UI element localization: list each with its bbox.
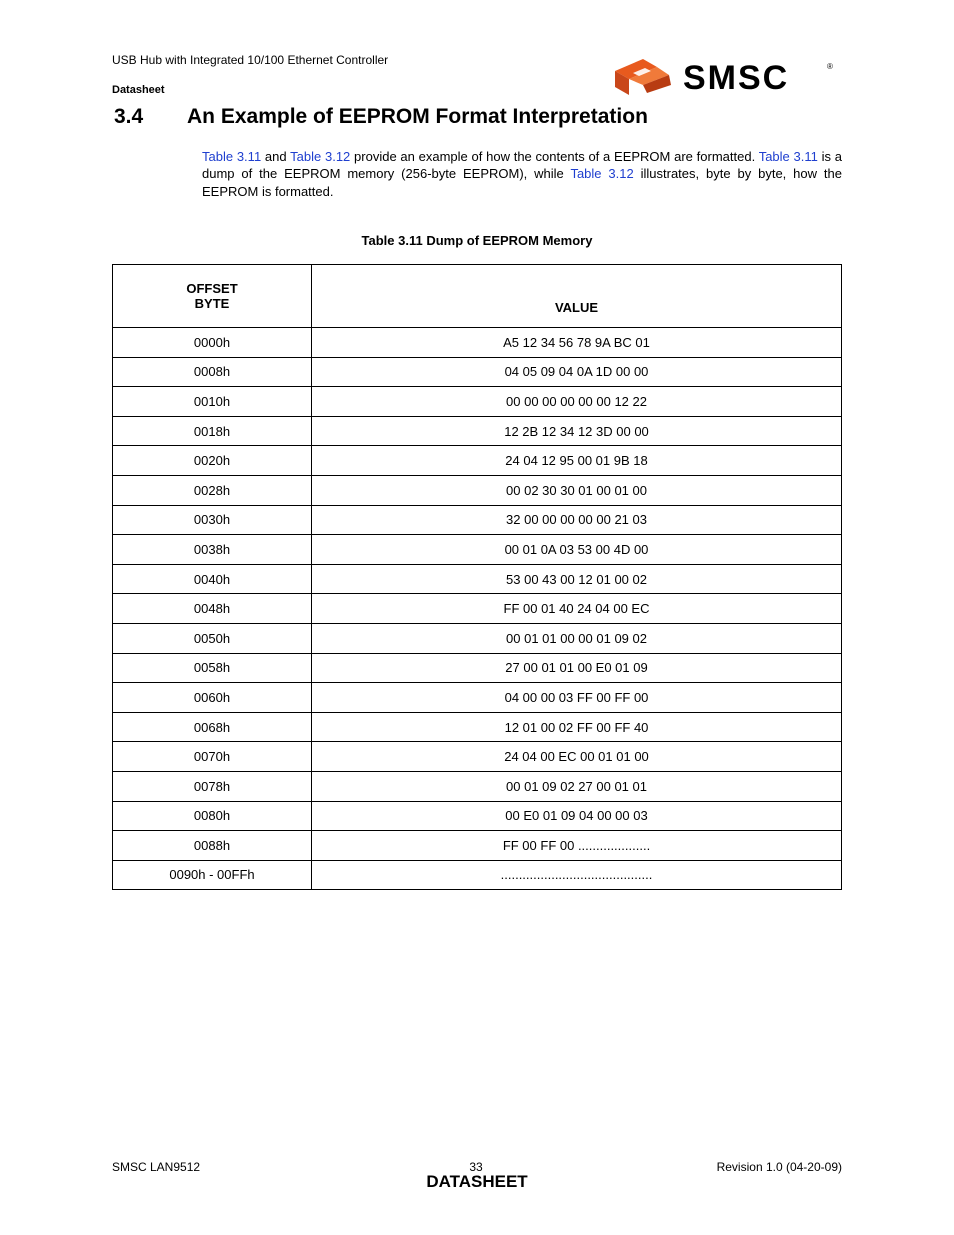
link-table-3-11-second[interactable]: Table 3.11 (758, 149, 818, 164)
logo-mark-icon (615, 59, 671, 95)
table-row (113, 683, 842, 713)
table-row (113, 771, 842, 801)
section-number: 3.4 (114, 105, 144, 128)
intro-paragraph (202, 148, 842, 200)
value-cell: 00 02 30 30 01 00 01 00 (312, 475, 842, 505)
section-heading (114, 105, 648, 129)
intro-text-1: provide an example of how the contents of a EEPROM are formatted. (350, 149, 759, 164)
column-header-offset (113, 265, 312, 328)
link-table-3-11[interactable]: Table 3.11 (202, 149, 262, 164)
column-header-offset-line1: OFFSET (186, 281, 238, 296)
table-row (113, 564, 842, 594)
footer-datasheet-label: DATASHEET (426, 1172, 528, 1191)
table-row (113, 594, 842, 624)
table-row (113, 712, 842, 742)
document-subtitle: USB Hub with Integrated 10/100 Ethernet Controller (112, 53, 389, 67)
footer-page-number: 33 (469, 1160, 483, 1174)
table-row (113, 328, 842, 358)
value-cell: 12 2B 12 34 12 3D 00 00 (312, 416, 842, 446)
offset-cell: 0058h (113, 653, 312, 683)
value-cell: 53 00 43 00 12 01 00 02 (312, 564, 842, 594)
offset-cell: 0050h (113, 623, 312, 653)
table-row (113, 535, 842, 565)
table-row (113, 860, 842, 890)
column-header-value: VALUE (312, 265, 842, 328)
table-row (113, 831, 842, 861)
offset-cell: 0078h (113, 771, 312, 801)
section-title: An Example of EEPROM Format Interpretation (187, 105, 648, 128)
table-row (113, 416, 842, 446)
offset-cell: 0040h (113, 564, 312, 594)
value-cell: .......................................... (312, 860, 842, 890)
value-cell: A5 12 34 56 78 9A BC 01 (312, 328, 842, 358)
intro-text-2: is a dump of the EEPROM memory (256-byte EEPROM), while (202, 149, 842, 182)
value-cell: 00 01 0A 03 53 00 4D 00 (312, 535, 842, 565)
table-row (113, 446, 842, 476)
offset-cell: 0088h (113, 831, 312, 861)
table-header-row (113, 265, 842, 328)
value-cell: 00 00 00 00 00 00 12 22 (312, 387, 842, 417)
offset-cell: 0080h (113, 801, 312, 831)
offset-cell: 0018h (113, 416, 312, 446)
table-row (113, 475, 842, 505)
link-table-3-12[interactable]: Table 3.12 (290, 149, 351, 164)
table-body (113, 328, 842, 890)
table-row (113, 623, 842, 653)
eeprom-dump-table (112, 264, 842, 890)
value-cell: 00 E0 01 09 04 00 00 03 (312, 801, 842, 831)
logo-registered-mark: ® (827, 62, 833, 71)
value-cell: 27 00 01 01 00 E0 01 09 (312, 653, 842, 683)
column-header-offset-line2: BYTE (194, 296, 230, 311)
table-row (113, 387, 842, 417)
value-cell: 00 01 09 02 27 00 01 01 (312, 771, 842, 801)
value-cell: 32 00 00 00 00 00 21 03 (312, 505, 842, 535)
offset-cell: 0020h (113, 446, 312, 476)
value-cell: 04 00 00 03 FF 00 FF 00 (312, 683, 842, 713)
table-row (113, 653, 842, 683)
offset-cell: 0060h (113, 683, 312, 713)
document-type-label: Datasheet (112, 84, 165, 96)
value-cell: 24 04 12 95 00 01 9B 18 (312, 446, 842, 476)
offset-cell: 0070h (113, 742, 312, 772)
offset-cell: 0048h (113, 594, 312, 624)
value-cell: 00 01 01 00 00 01 09 02 (312, 623, 842, 653)
smsc-logo (613, 55, 838, 97)
offset-cell: 0038h (113, 535, 312, 565)
value-cell: 12 01 00 02 FF 00 FF 40 (312, 712, 842, 742)
table-row (113, 742, 842, 772)
table-row (113, 801, 842, 831)
table-row (113, 357, 842, 387)
table-row (113, 505, 842, 535)
value-cell: FF 00 FF 00 .................... (312, 831, 842, 861)
table-caption: Table 3.11 Dump of EEPROM Memory (361, 233, 593, 248)
offset-cell: 0068h (113, 712, 312, 742)
value-cell: 04 05 09 04 0A 1D 00 00 (312, 357, 842, 387)
value-cell: 24 04 00 EC 00 01 01 00 (312, 742, 842, 772)
offset-cell: 0028h (113, 475, 312, 505)
offset-cell: 0090h - 00FFh (113, 860, 312, 890)
footer-product: SMSC LAN9512 (112, 1160, 201, 1174)
intro-text-and: and (261, 149, 291, 164)
value-cell: FF 00 01 40 24 04 00 EC (312, 594, 842, 624)
intro-text-3: illustrates, byte by byte, how the EEPROM is formatted. (202, 166, 842, 199)
logo-wordmark: SMSC (683, 59, 790, 97)
link-table-3-12-second[interactable]: Table 3.12 (570, 166, 634, 182)
footer-revision: Revision 1.0 (04-20-09) (716, 1160, 842, 1174)
offset-cell: 0008h (113, 357, 312, 387)
offset-cell: 0030h (113, 505, 312, 535)
offset-cell: 0010h (113, 387, 312, 417)
offset-cell: 0000h (113, 328, 312, 358)
